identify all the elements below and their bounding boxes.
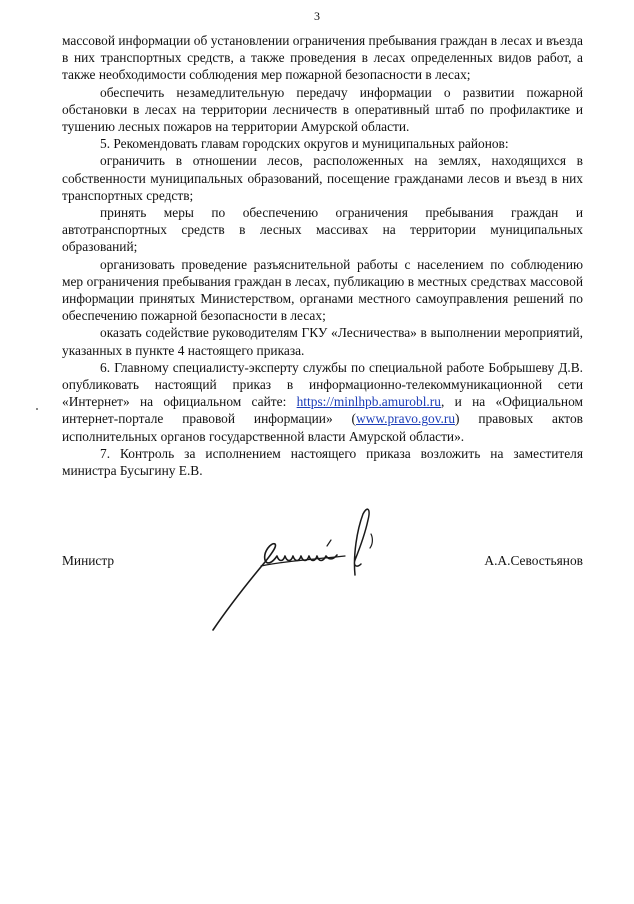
paragraph: обеспечить незамедлительную передачу информации о развитии пожарной обстановки в лесах на территории лесничеств в оперативный штаб по профилактике и тушению лесных пожаров на территории Амурской области. — [62, 84, 583, 135]
paragraph-text: , и на «Официальном интернет-портале правовой информации» ( — [62, 394, 583, 427]
document-body — [62, 32, 583, 479]
paragraph-text: 6. Главному специалисту-эксперту службы по специальной работе Бобрышеву Д.В. опубликовать настоящий приказ в информационно-телекоммуникационной сети «Интернет» на официальном сайте: — [62, 359, 583, 410]
paragraph-item-5: 5. Рекомендовать главам городских округов и муниципальных районов: — [100, 136, 509, 152]
paragraph: оказать содействие руководителям ГКУ «Лесничества» в выполнении мероприятий, указанных в пункте 4 настоящего приказа. — [62, 325, 583, 358]
signatory-name: А.А.Севостьянов — [484, 553, 583, 568]
margin-mark — [36, 408, 38, 410]
handwritten-signature — [205, 500, 385, 640]
paragraph-item-6 — [62, 359, 583, 445]
paragraph-text: ) правовых актов исполнительных органов государственной власти Амурской области». — [62, 411, 583, 444]
paragraph-continuation: массовой информации об установлении ограничения пребывания граждан в лесах и въезда в них транспортных средств, а также проведения в лесах определенных видов работ, а также необходимости соблюдения мер пожарной безопасности в лесах; — [62, 33, 583, 83]
paragraph-item-7: 7. Контроль за исполнением настоящего приказа возложить на заместителя министра Бусыгину Е.В. — [62, 445, 583, 479]
pravo-link[interactable]: www.pravo.gov.ru — [356, 411, 456, 427]
paragraph: принять меры по обеспечению ограничения пребывания граждан и автотранспортных средств в лесных массивах на территории муниципальных образований; — [62, 205, 583, 255]
paragraph: ограничить в отношении лесов, расположенных на землях, находящихся в собственности муниципальных образований, посещение гражданами лесов и въезд в них транспортных средств; — [62, 153, 583, 203]
minlhpb-link[interactable]: https://minlhpb.amurobl.ru — [296, 394, 441, 410]
signatory-title: Министр — [62, 553, 115, 568]
paragraph: организовать проведение разъяснительной работы с населением по соблюдению мер ограничения пребывания граждан в лесах, публикацию в местных средствах массовой информации принятых Министерством, органами местного самоуправления решений по обеспечению пожарной безопасности в лесах; — [62, 256, 583, 324]
page-number: 3 — [314, 9, 320, 23]
